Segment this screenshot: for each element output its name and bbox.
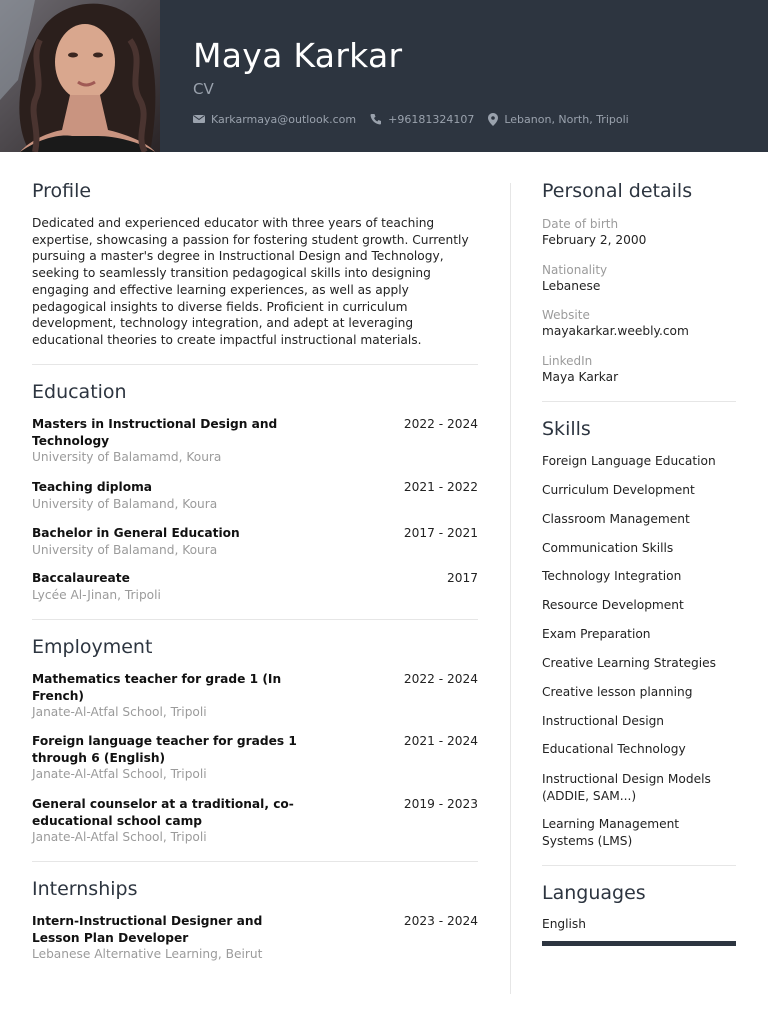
language-name: English (542, 917, 587, 931)
entry-date: 2017 - 2021 (403, 526, 478, 540)
detail-value-nationality: Lebanese (542, 279, 601, 293)
language-level-bar (542, 941, 736, 946)
section-title-profile: Profile (32, 180, 92, 202)
contact-email[interactable] (193, 113, 356, 126)
section-title-skills: Skills (542, 418, 591, 440)
location-text: Lebanon, North, Tripoli (504, 112, 629, 126)
education-entry (32, 416, 478, 466)
section-divider (32, 861, 478, 862)
skill-item: Instructional Design Models (ADDIE, SAM...) (542, 772, 711, 803)
skill-item: Curriculum Development (542, 483, 695, 497)
skill-item: Instructional Design (542, 714, 665, 728)
employment-entry (32, 796, 478, 846)
entry-date: 2022 - 2024 (403, 672, 478, 686)
email-text[interactable]: Karkarmaya@outlook.com (211, 112, 357, 126)
section-divider (32, 619, 478, 620)
skill-item: Creative Learning Strategies (542, 656, 716, 670)
entry-institution: University of Balamand, Koura (32, 542, 218, 557)
skill-item: Technology Integration (542, 569, 682, 583)
employment-entry (32, 733, 478, 783)
skill-item: Educational Technology (542, 742, 686, 756)
entry-title: General counselor at a traditional, co-educational school camp (32, 797, 294, 828)
section-title-internships: Internships (32, 878, 138, 900)
detail-label-website: Website (542, 308, 590, 322)
entry-organization: Lebanese Alternative Learning, Beirut (32, 947, 263, 962)
entry-title: Baccalaureate (32, 571, 130, 585)
section-title-education: Education (32, 381, 127, 403)
skill-item: Creative lesson planning (542, 685, 693, 699)
employment-entry (32, 671, 478, 721)
entry-title: Teaching diploma (32, 480, 153, 494)
entry-title: Foreign language teacher for grades 1 through 6 (English) (32, 734, 297, 765)
detail-label-nationality: Nationality (542, 263, 608, 277)
phone-icon (370, 113, 382, 125)
phone-text[interactable]: +96181324107 (388, 112, 475, 126)
entry-title: Intern-Instructional Designer and Lesson Plan Developer (32, 914, 263, 945)
entry-title: Mathematics teacher for grade 1 (In French) (32, 672, 282, 703)
entry-employer: Janate-Al-Atfal School, Tripoli (32, 767, 207, 782)
skill-item: Communication Skills (542, 541, 674, 555)
entry-title: Bachelor in General Education (32, 526, 240, 540)
education-entry (32, 479, 478, 512)
detail-value-linkedin[interactable]: Maya Karkar (542, 370, 619, 384)
language-level-fill (542, 941, 736, 946)
section-divider (32, 364, 478, 365)
section-title-employment: Employment (32, 636, 153, 658)
contact-phone[interactable] (370, 113, 474, 126)
envelope-icon (193, 114, 205, 124)
header (0, 0, 768, 152)
contact-location (488, 113, 628, 126)
entry-date: 2022 - 2024 (403, 417, 478, 431)
skill-item: Foreign Language Education (542, 454, 716, 468)
entry-institution: University of Balamamd, Koura (32, 450, 222, 465)
column-divider (510, 183, 511, 994)
detail-value-date-of-birth: February 2, 2000 (542, 233, 647, 247)
entry-date: 2023 - 2024 (403, 914, 478, 928)
detail-label-linkedin: LinkedIn (542, 354, 593, 368)
detail-label-date-of-birth: Date of birth (542, 217, 619, 231)
detail-value-website[interactable]: mayakarkar.weebly.com (542, 324, 689, 338)
section-divider (542, 865, 736, 866)
education-entry (32, 525, 478, 558)
entry-date: 2017 (446, 571, 478, 585)
entry-date: 2021 - 2022 (403, 480, 478, 494)
internship-entry (32, 913, 478, 963)
profile-photo (0, 0, 160, 152)
section-title-languages: Languages (542, 882, 646, 904)
skill-item: Resource Development (542, 598, 684, 612)
section-title-personal-details: Personal details (542, 180, 693, 202)
document-subtitle: CV (193, 80, 214, 98)
entry-employer: Janate-Al-Atfal School, Tripoli (32, 705, 207, 720)
entry-institution: University of Balamand, Koura (32, 496, 218, 511)
entry-institution: Lycée Al-Jinan, Tripoli (32, 587, 161, 602)
section-divider (542, 401, 736, 402)
location-pin-icon (488, 113, 498, 126)
candidate-name: Maya Karkar (193, 36, 403, 75)
entry-date: 2021 - 2024 (403, 734, 478, 748)
education-entry (32, 570, 478, 603)
skill-item: Learning Management Systems (LMS) (542, 817, 680, 848)
profile-summary: Dedicated and experienced educator with three years of teaching expertise, showcasing a passion for fostering student growth. Currently pursuing a master's degree in Instructional Design and Technology, seeking to seamlessly transition pedagogical skills into designing engaging and effective learning experiences, as well as apply pedagogical insights to diverse fields. Proficient in curriculum development, technology integration, and adept at leveraging educational theories to create impactful instructional materials. (32, 216, 469, 347)
entry-title: Masters in Instructional Design and Technology (32, 417, 278, 448)
entry-date: 2019 - 2023 (403, 797, 478, 811)
skill-item: Classroom Management (542, 512, 690, 526)
entry-employer: Janate-Al-Atfal School, Tripoli (32, 830, 207, 845)
contact-bar (193, 111, 643, 127)
skill-item: Exam Preparation (542, 627, 651, 641)
